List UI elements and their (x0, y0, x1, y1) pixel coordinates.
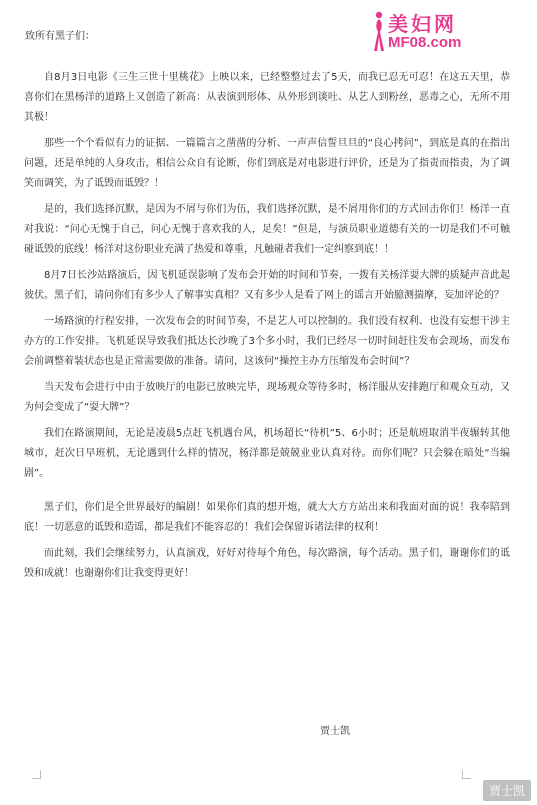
logo-text: 美妇网 (388, 12, 457, 36)
paragraph-9: 而此刻，我们会继续努力，认真演戏，好好对待每个角色，每次路演，每个活动。黑子们，谢谢你们的诋毁和成就！也谢谢你们让我变得更好！ (24, 548, 510, 579)
page-corner-mark-left (32, 770, 41, 779)
logo-url: MF08.com (388, 34, 462, 51)
site-logo[interactable] (368, 8, 528, 54)
paragraph-1: 自8月3日电影《三生三世十里桃花》上映以来，已经整整过去了5天，而我已忍无可忍！在这五天里，恭喜你们在黑杨洋的道路上又创造了新高：从表演到形体、从外形到谈吐、从艺人到粉丝，恶毒之心，无所不用其极！ (24, 72, 510, 123)
page-corner-mark-right (462, 770, 471, 779)
paragraph-5: 一场路演的行程安排，一次发布会的时间节奏，不是艺人可以控制的。我们没有权利、也没有妄想干涉主办方的工作安排。飞机延误导致我们抵达长沙晚了3个多小时，我们已经尽一切时间赶往发布会现场，而发布会前调整着装状态也是正常需要做的准备。请问，这该何“操控主办方压缩发布会时间”？ (24, 316, 510, 367)
paragraph-6: 当天发布会进行中由于放映厅的电影已放映完毕，现场观众等待多时，杨洋服从安排跑厅和观众互动，又为何会变成了“耍大牌”？ (24, 382, 510, 413)
lady-silhouette-icon (370, 10, 388, 52)
letter-body (24, 68, 510, 590)
paragraph-2: 那些一个个看似有力的证据、一篇篇言之凿凿的分析、一声声信誓旦旦的“良心拷问”，到底是真的在指出问题，还是单纯的人身攻击，相信公众自有论断，你们到底是对电影进行评价，还是为了指责而指责，为了调笑而调笑，为了诋毁而诋毁？！ (24, 138, 510, 189)
signature: 贾士凯 (320, 726, 350, 737)
paragraph-3: 是的，我们选择沉默，是因为不屑与你们为伍，我们选择沉默，是不屑用你们的方式回击你们！杨洋一直对我说：“问心无愧于自己，问心无愧于喜欢我的人，足矣！”但是，与演员职业道德有关的一切是我们不可触碰诋毁的底线！杨洋对这份职业充满了热爱和尊重，凡触碰者我们一定纠察到底！！ (24, 204, 510, 255)
paragraph-8: 黑子们，你们是全世界最好的编剧！如果你们真的想开炮，就大大方方站出来和我面对面的说！我奉陪到底！一切恶意的诋毁和造谣，都是我们不能容忍的！我们会保留诉诸法律的权利！ (24, 502, 510, 533)
watermark: 贾士凯 (483, 780, 531, 801)
paragraph-7: 我们在路演期间，无论是凌晨5点赶飞机遇台风，机场超长“待机”5、6小时；还是航班取消半夜辗转其他城市，赶次日早班机，无论遇到什么样的情况，杨洋都是兢兢业业认真对待。而你们呢？只会躲在暗处“当编剧”。 (24, 428, 510, 479)
salutation: 致所有黑子们： (25, 31, 95, 42)
paragraph-4: 8月7日长沙站路演后，因飞机延误影响了发布会开始的时间和节奏，一拨有关杨洋耍大牌的质疑声音此起彼伏。黑子们，请问你们有多少人了解事实真相？又有多少人是看了网上的谣言开始臆测揣摩，妄加评论的？ (24, 270, 510, 301)
